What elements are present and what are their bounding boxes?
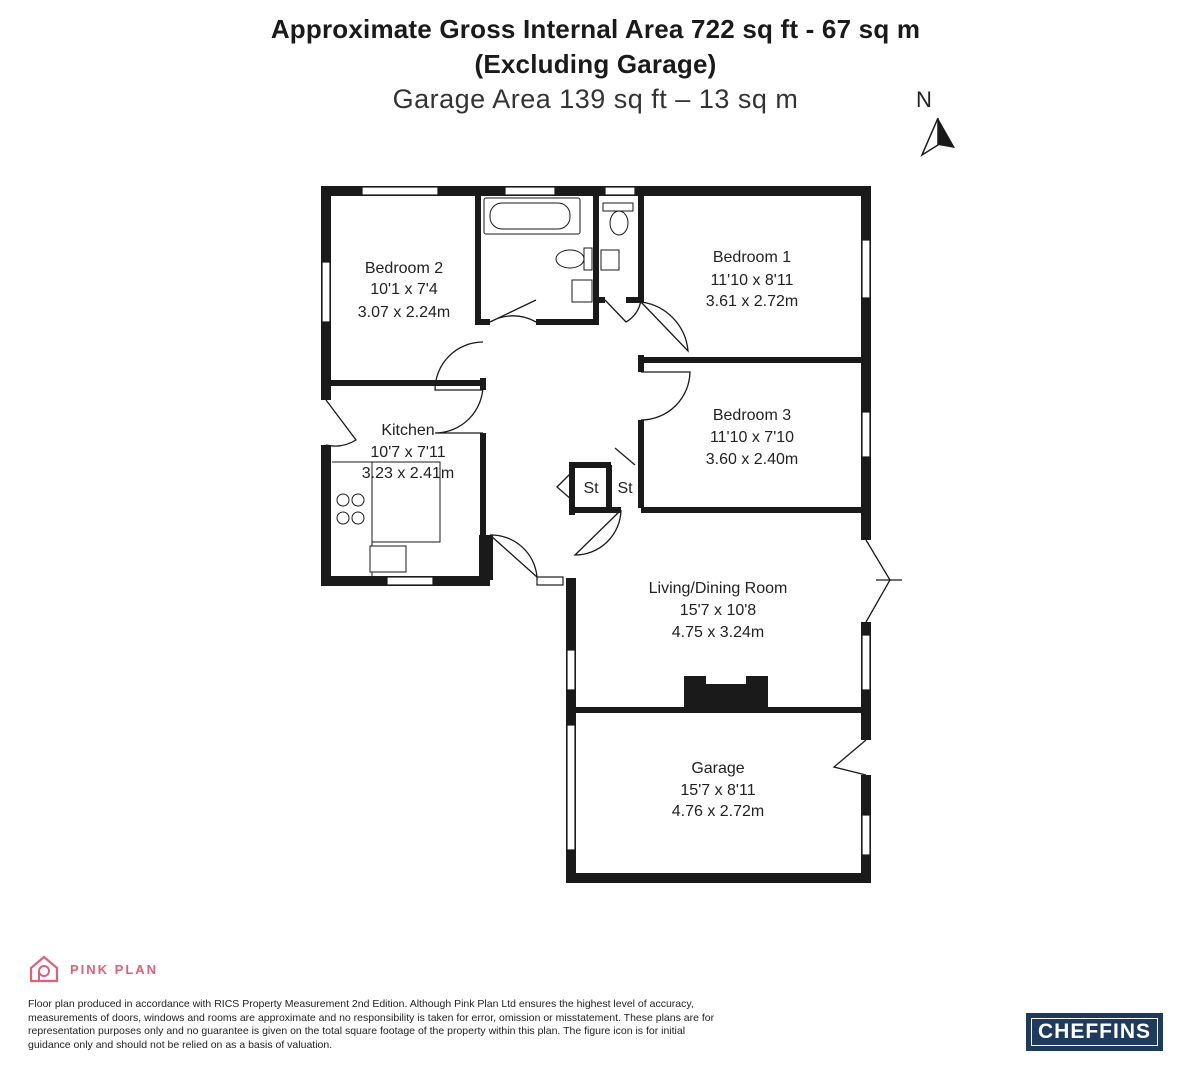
pink-plan-logo-icon [28, 954, 60, 984]
store2-label: St [617, 480, 633, 497]
living-name: Living/Dining Room [648, 580, 788, 597]
bedroom3-name: Bedroom 3 [712, 407, 792, 424]
bedroom1-imperial: 11'10 x 8'11 [710, 272, 794, 289]
compass-label: N [916, 87, 932, 112]
garage-name: Garage [691, 760, 745, 777]
bath-icon [484, 198, 580, 234]
pink-plan-text: PINK PLAN [70, 961, 159, 977]
bedroom2-name: Bedroom 2 [364, 260, 444, 277]
living-imperial: 15'7 x 10'8 [679, 602, 757, 619]
bedroom1-name: Bedroom 1 [712, 249, 792, 266]
bedroom3-imperial: 11'10 x 7'10 [709, 429, 795, 446]
store1-label: St [583, 480, 599, 497]
bedroom2-metric: 3.07 x 2.24m [357, 304, 451, 321]
garage-metric: 4.76 x 2.72m [671, 803, 765, 820]
living-metric: 4.75 x 3.24m [671, 624, 765, 641]
garage-area-text: Garage Area 139 sq ft – 13 sq m [392, 84, 799, 114]
area-subtitle: (Excluding Garage) [474, 49, 717, 79]
disclaimer-text: Floor plan produced in accordance with RICS Property Measurement 2nd Edition. Although Pink Plan Ltd ensures the highest level of accuracy, measurements of doors, windows and rooms are approximate and no responsibility is taken for error, omission or misstatement. These plans are for representation purposes only and no guarantee is given on the total square footage of the property within this plan. The figure icon is for initial guidance only and should not be relied on as a basis of valuation. [28, 998, 715, 1051]
area-title: Approximate Gross Internal Area 722 sq ft - 67 sq m [270, 14, 921, 44]
bedroom1-metric: 3.61 x 2.72m [705, 293, 799, 310]
fireplace-icon [684, 676, 768, 710]
kitchen-name: Kitchen [381, 422, 435, 439]
garage-imperial: 15'7 x 8'11 [680, 782, 756, 799]
kitchen-metric: 3.23 x 2.41m [361, 465, 455, 482]
bedroom3-metric: 3.60 x 2.40m [705, 451, 799, 468]
bedroom2-imperial: 10'1 x 7'4 [370, 281, 438, 298]
cheffins-logo [1026, 1013, 1163, 1051]
pink-plan-brand [28, 954, 158, 984]
kitchen-imperial: 10'7 x 7'11 [370, 444, 446, 461]
north-compass-icon [916, 87, 955, 155]
cheffins-text: CHEFFINS [1038, 1020, 1151, 1043]
